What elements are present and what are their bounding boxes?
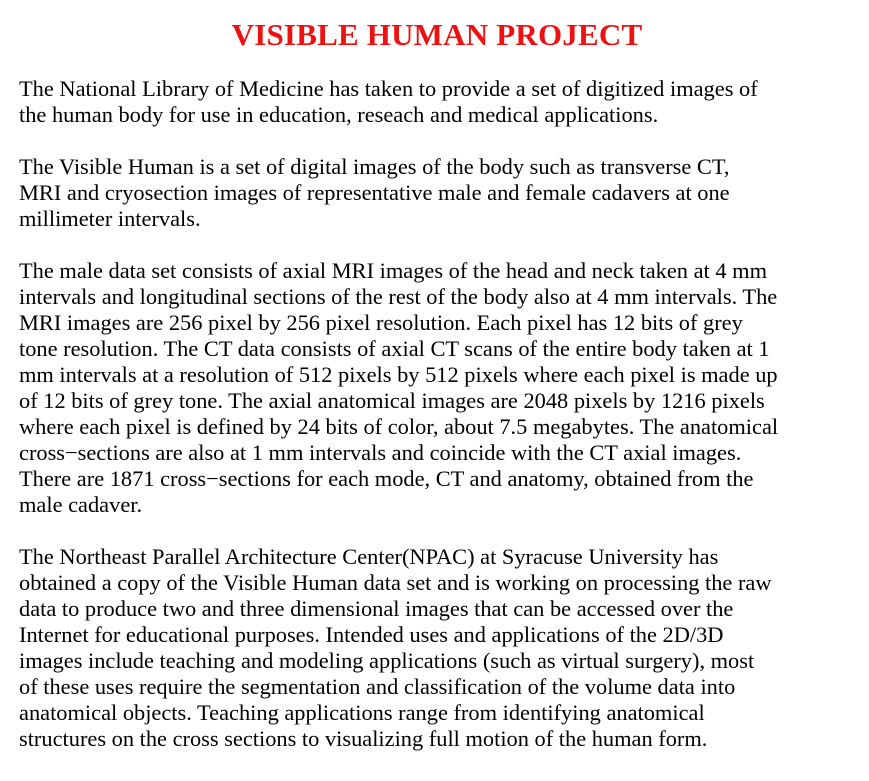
document-page bbox=[19, 14, 855, 752]
male-data-set-paragraph: The male data set consists of axial MRI images of the head and neck taken at 4 mm intervals and longitudinal sections of the rest of the body also at 4 mm intervals. The MRI images are 256 pixel by 256 pixel resolution. Each pixel has 12 bits of grey tone resolution. The CT data consists of axial CT scans of the entire body taken at 1 mm intervals at a resolution of 512 pixels by 512 pixels where each pixel is made up of 12 bits of grey tone. The axial anatomical images are 2048 pixels by 1216 pixels where each pixel is defined by 24 bits of color, about 7.5 megabytes. The anatomical cross−sections are also at 1 mm intervals and coincide with the CT axial images. There are 1871 cross−sections for each mode, CT and anatomy, obtained from the male cadaver. bbox=[19, 258, 779, 517]
document-title: VISIBLE HUMAN PROJECT bbox=[231, 17, 643, 52]
npac-paragraph: The Northeast Parallel Architecture Center(NPAC) at Syracuse University has obtained a copy of the Visible Human data set and is working on processing the raw data to produce two and three dimensional images that can be accessed over the Internet for educational purposes. Intended uses and applications of the 2D/3D images include teaching and modeling applications (such as virtual surgery), most of these uses require the segmentation and classification of the volume data into anatomical objects. Teaching applications range from identifying anatomical structures on the cross sections to visualizing full motion of the human form. bbox=[19, 544, 772, 751]
intro-paragraph: The National Library of Medicine has taken to provide a set of digitized images of the human body for use in education, reseach and medical applications. bbox=[19, 76, 758, 127]
visible-human-description-paragraph: The Visible Human is a set of digital images of the body such as transverse CT, MRI and cryosection images of representative male and female cadavers at one millimeter intervals. bbox=[19, 154, 730, 231]
